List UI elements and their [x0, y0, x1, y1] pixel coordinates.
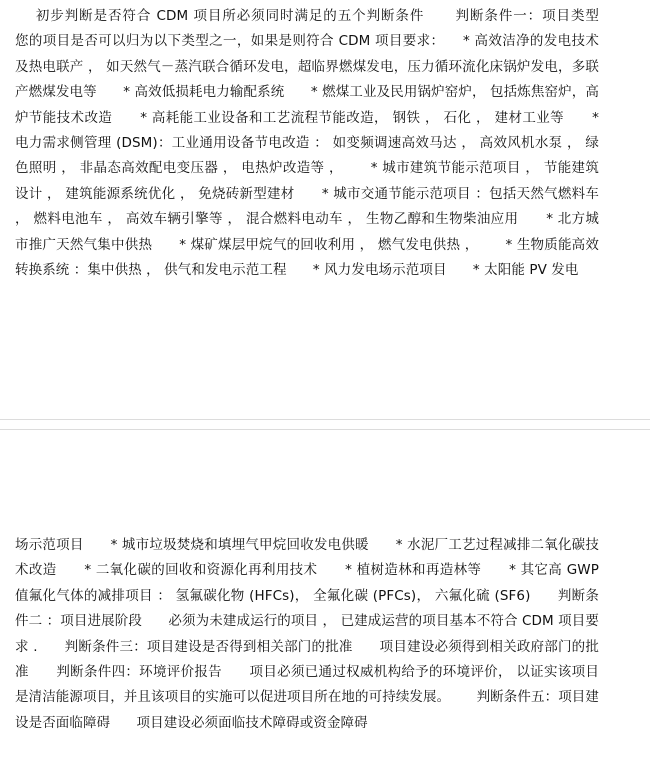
page-break: [0, 419, 650, 430]
document-page-2: [0, 430, 650, 770]
page-1-body-text: 初步判断是否符合 CDM 项目所必须同时满足的五个判断条件 判断条件一：项目类型 您的项目是否可以归为以下类型之一，如果是则符合 CDM 项目要求： * 高效洁净的发电技术及热电联产 ， 如天然气－蒸汽联合循环发电，超临界燃煤发电，压力循环流化床锅炉发电，多联产燃煤发电等 * 高效低损耗电力输配系统 * 燃煤工业及民用锅炉窑炉， 包括炼焦窑炉，高炉节能技术改造 * 高耗能工业设备和工艺流程节能改造， 钢铁 ， 石化 ， 建材工业等 * 电力需求侧管理 (DSM)：工业通用设备节电改造 ： 如变频调速高效马达 ， 高效风机水泵 ， 绿色照明 ， 非晶态高效配电变压器 ， 电热炉改造等 ， * 城市建筑节能示范项目 ， 节能建筑设计 ， 建筑能源系统优化 ， 免烧砖新型建材 * 城市交通节能示范项目 ：包括天然气燃料车 ， 燃料电池车 ， 高效车辆引擎等 ， 混合燃料电动车 ， 生物乙醇和生物柴油应用 * 北方城市推广天然气集中供热 * 煤矿煤层甲烷气的回收利用 ， 燃气发电供热 ， * 生物质能高效转换系统 ：集中供热 ， 供气和发电示范工程 * 风力发电场示范项目 * 太阳能 PV 发电: [15, 8, 626, 279]
page-2-body-text: 场示范项目 * 城市垃圾焚烧和填埋气甲烷回收发电供暖 * 水泥厂工艺过程减排二氧化碳技术改造 * 二氧化碳的回收和资源化再利用技术 * 植树造林和再造林等 * 其它高 GWP 值氟化气体的减排项目 ： 氢氟碳化物 (HFCs)， 全氟化碳 (PFCs)， 六氟化硫 (SF6) 判断条件二 ：项目进展阶段 必须为未建成运行的项目 ， 已建成运营的项目基本不符合 CDM 项目要求 . 判断条件三：项目建设是否得到相关部门的批准 项目建设必须得到相关政府部门的批准 判断条件四：环境评价报告 项目必须已通过权威机构给予的环境评价， 以证实该项目是清洁能源项目，并且该项目的实施可以促进项目所在地的可持续发展。 判断条件五：项目建设是否面临障碍 项目建设必须面临技术障碍或资金障碍: [15, 537, 604, 731]
